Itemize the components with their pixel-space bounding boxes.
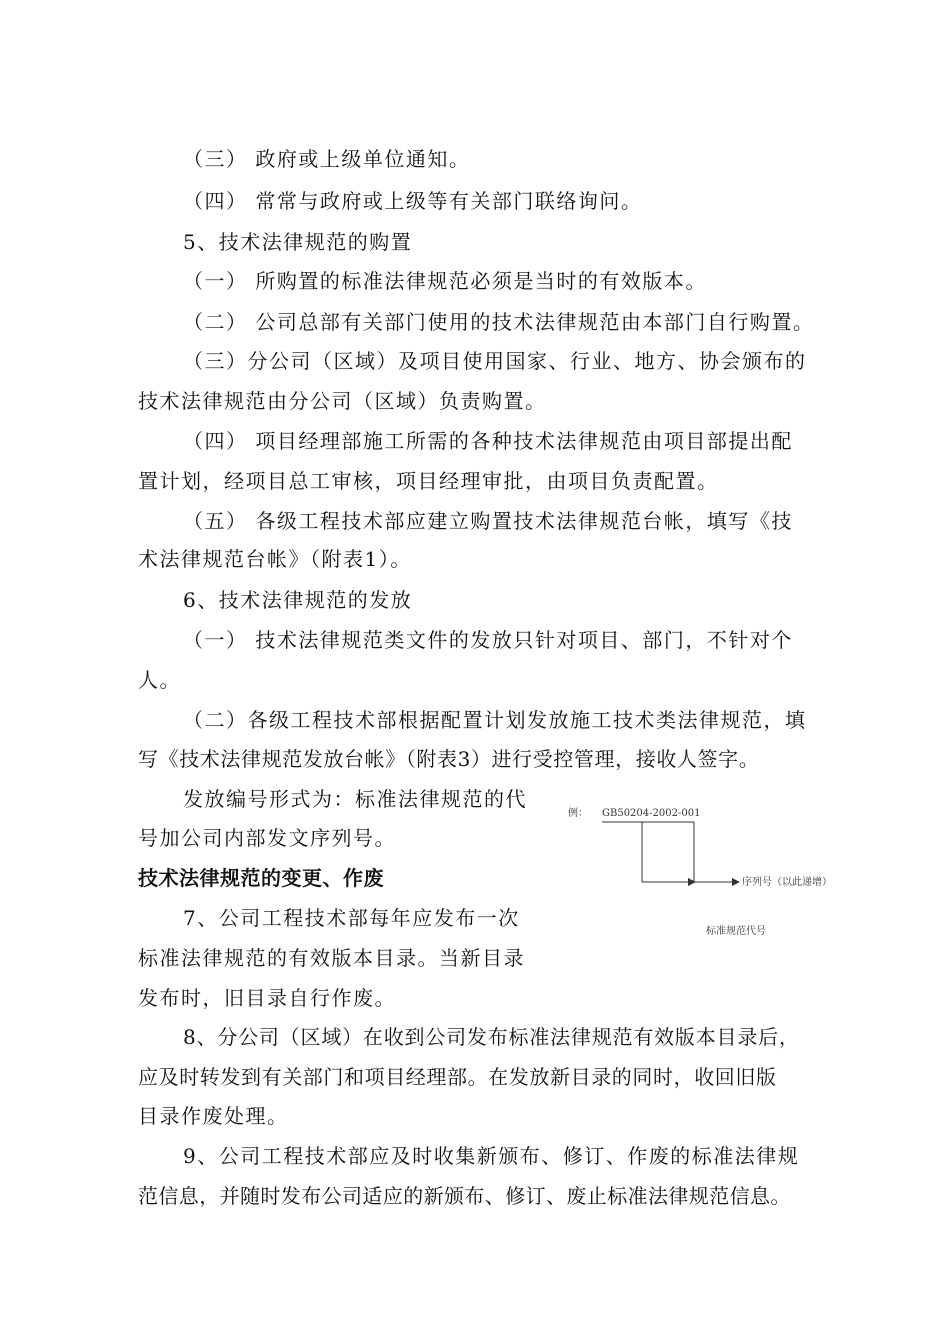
serial-arrow-head: [732, 878, 740, 886]
standard-code-label: 标准规范代号: [706, 926, 766, 937]
text-line: （三）分公司（区域）及项目使用国家、行业、地方、协会颁布的: [183, 349, 807, 373]
text-line: 发放编号形式为：标准法律规范的代: [183, 787, 527, 811]
text-line: （二）各级工程技术部根据配置计划发放施工技术类法律规范，填: [183, 708, 807, 732]
text-line: 范信息，并随时发布公司适应的新颁布、修订、废止标准法律规范信息。: [138, 1184, 791, 1208]
text-line: 号加公司内部发文序列号。: [138, 826, 396, 850]
text-line: 术法律规范台帐》（附表1）。: [138, 547, 412, 571]
text-line: （五） 各级工程技术部应建立购置技术法律规范台帐，填写《技: [183, 509, 793, 533]
standard-code: GB50204-2002-001: [602, 808, 701, 819]
standard-arrow-head: [688, 878, 696, 886]
text-line: 9、公司工程技术部应及时收集新颁布、修订、作废的标准法律规: [183, 1144, 800, 1168]
numbering-diagram: [560, 800, 860, 950]
text-line: 技术法律规范由分公司（区域）负责购置。: [138, 389, 547, 413]
text-line: 写《技术法律规范发放台帐》（附表3）进行受控管理，接收人签字。: [138, 747, 760, 771]
text-line: （一） 所购置的标准法律规范必须是当时的有效版本。: [183, 269, 707, 293]
text-line: （三） 政府或上级单位通知。: [183, 147, 471, 171]
text-line: 应及时转发到有关部门和项目经理部。在发放新目录的同时，收回旧版: [138, 1065, 777, 1089]
text-line: 7、公司工程技术部每年应发布一次: [183, 906, 520, 930]
text-line: （四） 项目经理部施工所需的各种技术法律规范由项目部提出配: [183, 429, 793, 453]
text-line: 置计划，经项目总工审核，项目经理审批，由项目负责配置。: [138, 469, 719, 493]
text-line: （四） 常常与政府或上级等有关部门联络询问。: [183, 189, 643, 213]
text-line: 8、分公司（区域）在收到公司发布标准法律规范有效版本目录后，: [183, 1025, 800, 1049]
text-line: 6、技术法律规范的发放: [183, 588, 413, 612]
serial-number-label: 序列号（以此递增）: [742, 877, 832, 888]
text-line: 标准法律规范的有效版本目录。当新目录: [138, 946, 525, 970]
text-line: 目录作废处理。: [138, 1104, 289, 1128]
section-heading: 技术法律规范的变更、作废: [138, 866, 384, 890]
text-line: 发布时，旧目录自行作废。: [138, 986, 396, 1010]
text-line: （二） 公司总部有关部门使用的技术法律规范由本部门自行购置。: [183, 310, 815, 334]
text-line: （一） 技术法律规范类文件的发放只针对项目、部门，不针对个: [183, 628, 793, 652]
text-line: 人。: [138, 668, 181, 692]
example-label: 例：: [568, 808, 588, 819]
text-line: 5、技术法律规范的购置: [183, 230, 413, 254]
